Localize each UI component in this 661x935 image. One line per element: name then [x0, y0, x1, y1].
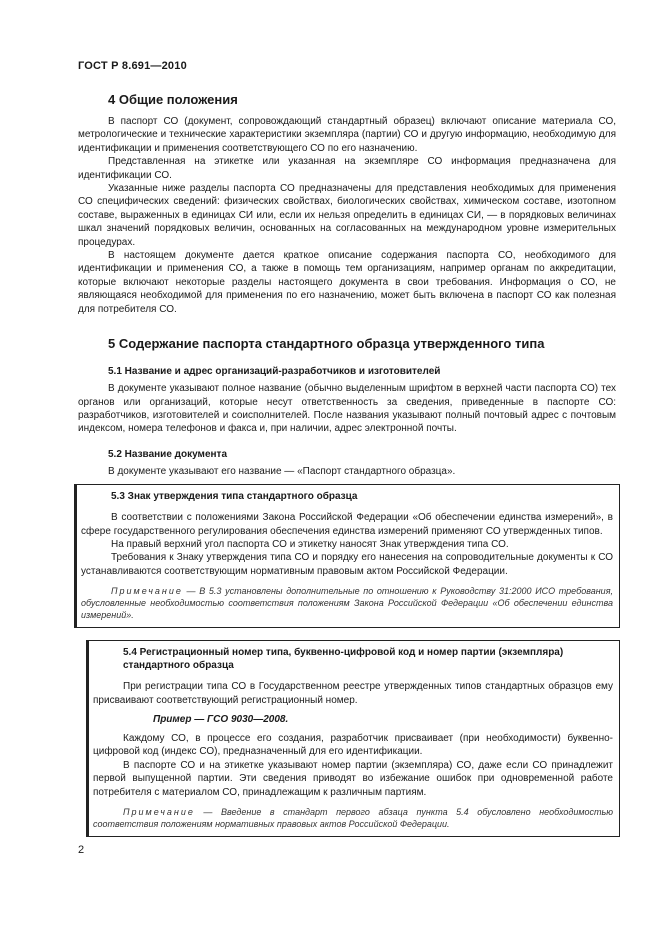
subsection-5-3-title: 5.3 Знак утверждения типа стандартного образца	[111, 491, 358, 503]
subsection-5-4-example: Пример — ГСО 9030—2008.	[153, 713, 289, 725]
subsection-5-4-title: 5.4 Регистрационный номер типа, буквенно-цифровой код и номер партии (экземпляра) стандартного образца	[123, 647, 564, 672]
subsection-5-1-text: В документе указывают полное название (обычно выделенным шрифтом в верхней части паспорта СО) тех органов или организаций, которые несут ответственность за сведения, приведенные в паспорте СО: разработчиков, изготовителей и соисполнителей. После названия указывают полный почтовый адрес с почтовым индексом, номера телефонов и факса и, при наличии, адрес электронной почты.	[78, 383, 616, 435]
standard-code: ГОСТ Р 8.691—2010	[78, 60, 187, 72]
section-4-para-1: В паспорт СО (документ, сопровождающий стандартный образец) включают описание материала СО, метрологические и технические характеристики экземпляра (партии) СО и другую информацию, необходимую для идентификации и применения соответствующего СО по его назначению.	[78, 116, 616, 154]
note-text: — Введение в стандарт первого абзаца пункта 5.4 обусловлено необходимостью соответствия положениям нормативных правовых актов Российской Федерации.	[93, 807, 613, 829]
subsection-5-2-title: 5.2 Название документа	[108, 448, 228, 460]
subsection-5-4-box	[86, 640, 620, 837]
section-4-para-4: В настоящем документе дается краткое описание содержания паспорта СО, необходимого для идентификации и применения СО, а также в помощь тем организациям, например органам по аккредитации, которые включают некоторые разделы настоящего документа в свои требования. Информация о СО, не являющаяся необходимой для применения по его назначению, может быть включена в паспорт СО как полезная для потребителя СО.	[78, 250, 616, 315]
subsection-5-4-para-2: Каждому СО, в процессе его создания, разработчик присваивает (при необходимости) буквенно-цифровой код (индекс СО), предназначенный для его идентификации.	[93, 732, 613, 758]
subsection-5-3-note	[81, 585, 613, 621]
subsection-5-4-para-3: В паспорте СО и на этикетке указывают номер партии (экземпляра) СО, даже если СО принадлежит первой выпущенной партии. Эти сведения приводят во избежание ошибок при одновременной работе потребителя с материалом СО, принадлежащим к различным партиям.	[93, 759, 613, 798]
note-label: Примечание	[123, 807, 195, 817]
section-4-para-2: Представленная на этикетке или указанная на экземпляре СО информация предназначена для идентификации СО.	[78, 156, 616, 181]
page-number: 2	[78, 844, 85, 856]
subsection-5-2-text: В документе указывают его название — «Паспорт стандартного образца».	[108, 465, 456, 477]
section-4-para-3: Указанные ниже разделы паспорта СО предназначены для представления необходимых для применения СО специфических сведений: физических свойствах, биологических свойствах, химическом составе, изотопном составе, выраженных в единицах СИ или, если их нельзя определить в единицах СИ, — в порядковых величинах шкал значений порядковых величин, основанных на согласованных на международном уровне измерительных процедурах.	[78, 183, 616, 248]
subsection-5-3-box	[74, 484, 620, 628]
subsection-5-3-para-2: На правый верхний угол паспорта СО и этикетку наносят Знак утверждения типа СО.	[111, 538, 509, 550]
note-label: Примечание	[111, 586, 183, 597]
note-text: — В 5.3 установлены дополнительные по отношению к Руководству 31:2000 ИСО требования, обусловленные необходимостью соответствия положениям Закона Российской Федерации «Об обеспечении единства измерений».	[81, 586, 613, 621]
subsection-5-3-para-1: В соответствии с положениями Закона Российской Федерации «Об обеспечении единства измерений», в сфере государственного регулирования обеспечения единства измерений применяют СО утвержденных типов.	[81, 512, 613, 537]
section-5-title: 5 Содержание паспорта стандартного образца утвержденного типа	[108, 336, 545, 352]
section-4-title: 4 Общие положения	[108, 92, 238, 107]
subsection-5-3-para-3: Требования к Знаку утверждения типа СО и порядку его нанесения на сопроводительные документы к СО устанавливаются соответствующим нормативным правовым актом Российской Федерации.	[81, 552, 613, 577]
page-content	[78, 92, 616, 837]
subsection-5-4-para-1: При регистрации типа СО в Государственном реестре утвержденных типов стандартных образцов ему присваивают соответствующий регистрационный номер.	[93, 681, 613, 706]
subsection-5-4-note	[93, 806, 613, 830]
subsection-5-1-title: 5.1 Название и адрес организаций-разработчиков и изготовителей	[108, 366, 441, 378]
